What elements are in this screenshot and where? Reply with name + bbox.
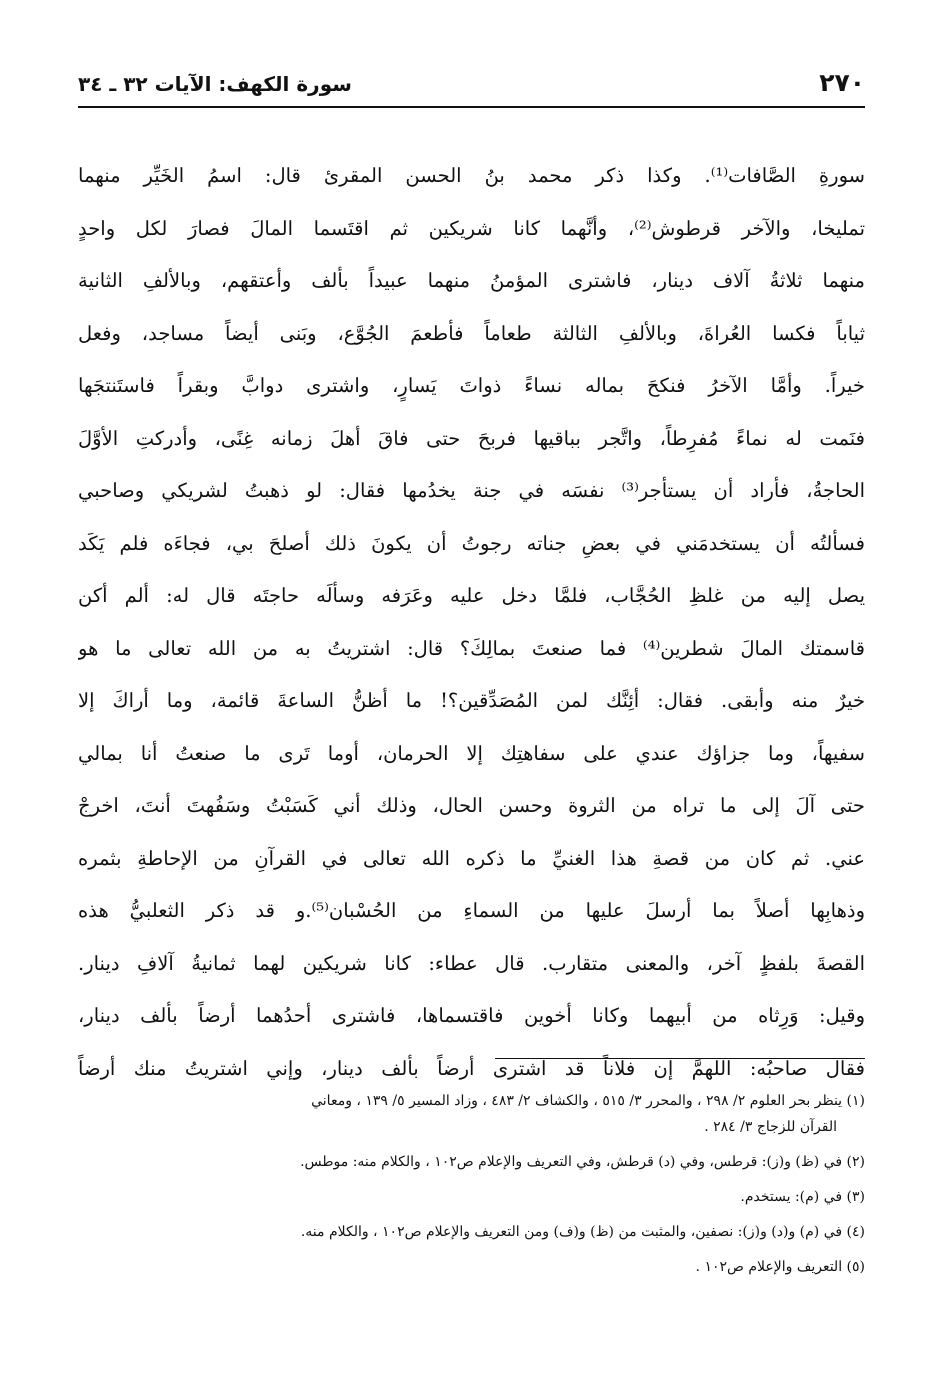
- running-title: سورة الكهف: الآيات ٣٢ ـ ٣٤: [78, 72, 352, 96]
- main-text: [78, 150, 865, 1095]
- footnote-separator: [495, 1058, 865, 1059]
- text-line: الحاجةُ، فأراد أن يستأجر⁽³⁾ نفسَه في جنة يخدُمها فقال: لو ذهبتُ لشريكي وصاحبي: [78, 479, 865, 502]
- text-line: خيراً. وأمَّا الآخرُ فنكحَ بماله نساءً ذواتَ يَسارٍ، واشترى دوابَّ وبقراً فاستَنتجَها: [78, 374, 865, 397]
- text-line: فنَمت له نماءً مُفرِطاً، واتَّجر بباقيها فربحَ حتى فاقَ أهلَ زمانه غِنًى، وأدركتِ الأوَّلَ: [78, 426, 865, 450]
- page-header: [78, 66, 865, 108]
- text-line: وقيل: وَرِثاه من أبيهما وكانا أخوين فاقتسماها، فاشترى أحدُهما أرضاً بألف دينار،: [78, 1004, 865, 1027]
- footnote-2: (٢) في (ظ) و(ز): قرطس، وفي (د) قرطش، وفي التعريف والإعلام ص١٠٢ ، والكلام منه: موطس.: [300, 1154, 865, 1170]
- text-line: يصل إليه من غلظِ الحُجَّاب، فلمَّا دخل عليه وعَرَفه وسألَه حاجتَه قال له: ألم أكن: [78, 584, 865, 607]
- footnote-5: (٥) التعريف والإعلام ص١٠٢ .: [695, 1259, 865, 1275]
- text-line: سورةِ الصَّافات⁽¹⁾. وكذا ذكر محمد بنُ الحسن المقرئ قال: اسمُ الخَيِّر منهما: [78, 164, 865, 187]
- text-line: فقال صاحبُه: اللهمَّ إن فلاناً قد اشترى أرضاً بألف دينار، وإني اشتريتُ منك أرضاً: [78, 1056, 865, 1080]
- footnote-1-continuation: القرآن للزجاج ٣/ ٢٨٤ .: [704, 1119, 837, 1135]
- text-line: عني. ثم كان من قصةِ هذا الغنيِّ ما ذكره الله تعالى في القرآنِ من الإحاطةِ بثمره: [78, 846, 865, 870]
- text-line: القصةَ بلفظٍ آخر، والمعنى متقارب. قال عطاء: كانا شريكين لهما ثمانيةُ آلافِ دينار.: [78, 951, 865, 975]
- page-number: ٢٧٠: [819, 68, 865, 97]
- text-line: خيرٌ منه وأبقى. فقال: أئِنَّك لمن المُصَدِّقين؟! ما أظنُّ الساعةَ قائمة، وما أراكَ إلا: [78, 689, 865, 712]
- footnote-3: (٣) في (م): يستخدم.: [740, 1189, 865, 1205]
- text-line: فسألتُه أن يستخدمَني في بعضِ جناته رجوتُ أن يكونَ ذلك أصلحَ بي، فجاءَه فلم يَكَد: [78, 531, 865, 555]
- text-line: حتى آلَ إلى ما تراه من الثروة وحسن الحال، وذلك أني كَسَبْتُ وسَفُهتَ أنتَ، اخرجْ: [78, 794, 865, 817]
- footnote-4: (٤) في (م) و(د) و(ز): نصفين، والمثبت من (ظ) و(ف) ومن التعريف والإعلام ص١٠٢ ، والكلام منه.: [300, 1224, 865, 1240]
- footnote-1: (١) ينظر بحر العلوم ٢/ ٢٩٨ ، والمحرر ٣/ ٥١٥ ، والكشاف ٢/ ٤٨٣ ، وزاد المسير ٥/ ١٣٩ ، ومعاني: [311, 1093, 865, 1109]
- text-line: ثياباً فكسا العُراةَ، وبالألفِ الثالثة طعاماً فأطعمَ الجُوَّع، وبَنى أيضاً مساجد، وفعل: [78, 321, 865, 345]
- text-line: وذهابِها أصلاً بما أرسلَ عليها من السماءِ من الحُسْبان⁽⁵⁾.و قد ذكر الثعلبيُّ هذه: [78, 899, 865, 922]
- footnotes: [78, 1088, 865, 1280]
- text-line: سفيهاً، وما جزاؤك عندي على سفاهتِك إلا الحرمان، أوما تَرى ما صنعتُ أنا بمالي: [78, 741, 865, 765]
- text-line: قاسمتك المالَ شطرين⁽⁴⁾ فما صنعتَ بمالِكَ؟ قال: اشتريتُ به من الله تعالى ما هو: [78, 636, 865, 660]
- text-line: تمليخا، والآخر قرطوش⁽²⁾، وأنَّهما كانا شريكين ثم اقتَسما المالَ فصارَ لكل واحدٍ: [78, 216, 865, 240]
- text-line: منهما ثلاثةُ آلاف دينار، فاشترى المؤمنُ منهما عبيداً بألف وأعتقهم، وبالألفِ الثانية: [78, 269, 865, 292]
